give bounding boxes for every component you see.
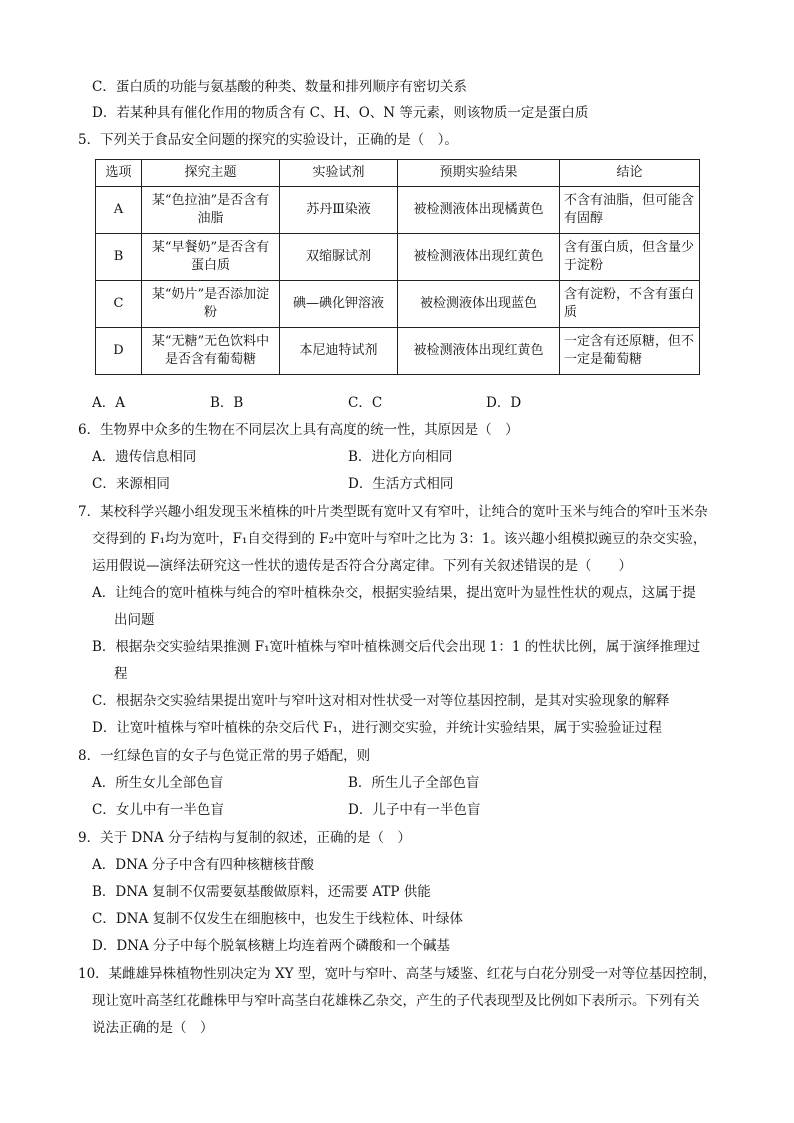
table-cell: 某“色拉油”是否含有油脂 — [142, 187, 280, 234]
q9-option-c: C．DNA 复制不仅发生在细胞核中，也发生于线粒体、叶绿体 — [92, 911, 464, 927]
table-cell: 某“早餐奶”是否含有蛋白质 — [142, 234, 280, 281]
table-cell: 本尼迪特试剂 — [280, 328, 398, 375]
q5-stem: 5．下列关于食品安全问题的探究的实验设计，正确的是（ ）。 — [78, 132, 458, 148]
q6-option-c: C．来源相同 — [92, 476, 170, 492]
table-cell: A — [96, 187, 142, 234]
table-cell: 被检测液体出现红黄色 — [398, 234, 560, 281]
q8-option-c: C．女儿中有一半色盲 — [92, 802, 224, 818]
q10-stem-line2: 现让宽叶高茎红花雌株甲与窄叶高茎白花雄株乙杂交，产生的子代表现型及比例如下表所示。下列有关 — [92, 993, 700, 1009]
q6-option-b: B．进化方向相同 — [348, 449, 453, 465]
table-row — [96, 328, 700, 375]
q7-option-c: C．根据杂交实验结果提出宽叶与窄叶这对相对性状受一对等位基因控制，是其对实验现象的解释 — [92, 693, 670, 709]
q6-option-d: D．生活方式相同 — [348, 476, 454, 492]
q5-option-b: B．B — [210, 395, 244, 411]
q8-option-b: B．所生儿子全部色盲 — [348, 775, 480, 791]
q7-stem-line1: 7．某校科学兴趣小组发现玉米植株的叶片类型既有宽叶又有窄叶，让纯合的宽叶玉米与纯合的窄叶玉米杂 — [78, 504, 708, 520]
table-row — [96, 281, 700, 328]
table-cell: 碘—碘化钾溶液 — [280, 281, 398, 328]
table-row — [96, 187, 700, 234]
q7-stem-line3: 运用假说—演绎法研究这一性状的遗传是否符合分离定律。下列有关叙述错误的是（ ） — [92, 558, 632, 574]
table-cell: 双缩脲试剂 — [280, 234, 398, 281]
q7-option-b-line1: B．根据杂交实验结果推测 F₁宽叶植株与窄叶植株测交后代会出现 1：1 的性状比例，属于演绎推理过 — [92, 639, 701, 655]
q7-stem-line2: 交得到的 F₁均为宽叶，F₁自交得到的 F₂中宽叶与窄叶之比为 3：1。该兴趣小组模拟豌豆的杂交实验， — [92, 531, 707, 547]
q6-option-a: A．遗传信息相同 — [92, 449, 197, 465]
table-header-cell: 探究主题 — [142, 160, 280, 187]
q8-option-a: A．所生女儿全部色盲 — [92, 775, 224, 791]
table-cell: 被检测液体出现蓝色 — [398, 281, 560, 328]
table-header-cell: 实验试剂 — [280, 160, 398, 187]
q5-option-d: D．D — [486, 395, 522, 411]
q6-stem: 6．生物界中众多的生物在不同层次上具有高度的统一性，其原因是（ ） — [78, 422, 519, 438]
q10-stem-line3: 说法正确的是（ ） — [92, 1020, 214, 1036]
q7-option-b-line2: 程 — [114, 666, 128, 682]
table-cell: B — [96, 234, 142, 281]
table-cell: 被检测液体出现红黄色 — [398, 328, 560, 375]
q9-option-d: D．DNA 分子中每个脱氧核糖上均连着两个磷酸和一个碱基 — [92, 938, 450, 954]
table-header-cell: 结论 — [560, 160, 700, 187]
table-cell: C — [96, 281, 142, 328]
q4-option-c: C．蛋白质的功能与氨基酸的种类、数量和排列顺序有密切关系 — [92, 79, 467, 95]
table-header-cell: 预期实验结果 — [398, 160, 560, 187]
q5-table — [95, 159, 700, 375]
q8-stem: 8．一红绿色盲的女子与色觉正常的男子婚配，则 — [78, 748, 371, 764]
table-cell: 一定含有还原糖，但不一定是葡萄糖 — [560, 328, 700, 375]
q5-option-a: A．A — [92, 395, 125, 411]
q8-option-d: D．儿子中有一半色盲 — [348, 802, 481, 818]
table-header-cell: 选项 — [96, 160, 142, 187]
table-cell: 含有淀粉，不含有蛋白质 — [560, 281, 700, 328]
table-cell: 某“无糖”无色饮料中是否含有葡萄糖 — [142, 328, 280, 375]
table-cell: D — [96, 328, 142, 375]
table-cell: 苏丹Ⅲ染液 — [280, 187, 398, 234]
q7-option-a-line1: A．让纯合的宽叶植株与纯合的窄叶植株杂交，根据实验结果，提出宽叶为显性性状的观点，这属于提 — [92, 585, 696, 601]
q9-option-b: B．DNA 复制不仅需要氨基酸做原料，还需要 ATP 供能 — [92, 884, 431, 900]
table-header-row — [96, 160, 700, 187]
q9-stem: 9．关于 DNA 分子结构与复制的叙述，正确的是（ ） — [78, 830, 412, 846]
q7-option-a-line2: 出问题 — [114, 612, 155, 628]
table-cell: 被检测液体出现橘黄色 — [398, 187, 560, 234]
q10-stem-line1: 10．某雌雄异株植物性别决定为 XY 型，宽叶与窄叶、高茎与矮鉴、红花与白花分别受一对等位基因控制， — [78, 966, 717, 982]
q5-option-c: C．C — [348, 395, 383, 411]
q4-option-d: D．若某种具有催化作用的物质含有 C、H、O、N 等元素，则该物质一定是蛋白质 — [92, 105, 589, 121]
q7-option-d: D．让宽叶植株与窄叶植株的杂交后代 F₁，进行测交实验，并统计实验结果，属于实验验证过程 — [92, 720, 662, 736]
q9-option-a: A．DNA 分子中含有四种核糖核苷酸 — [92, 857, 314, 873]
table-cell: 某“奶片”是否添加淀粉 — [142, 281, 280, 328]
table-cell: 含有蛋白质，但含量少于淀粉 — [560, 234, 700, 281]
table-row — [96, 234, 700, 281]
table-cell: 不含有油脂，但可能含有固醇 — [560, 187, 700, 234]
